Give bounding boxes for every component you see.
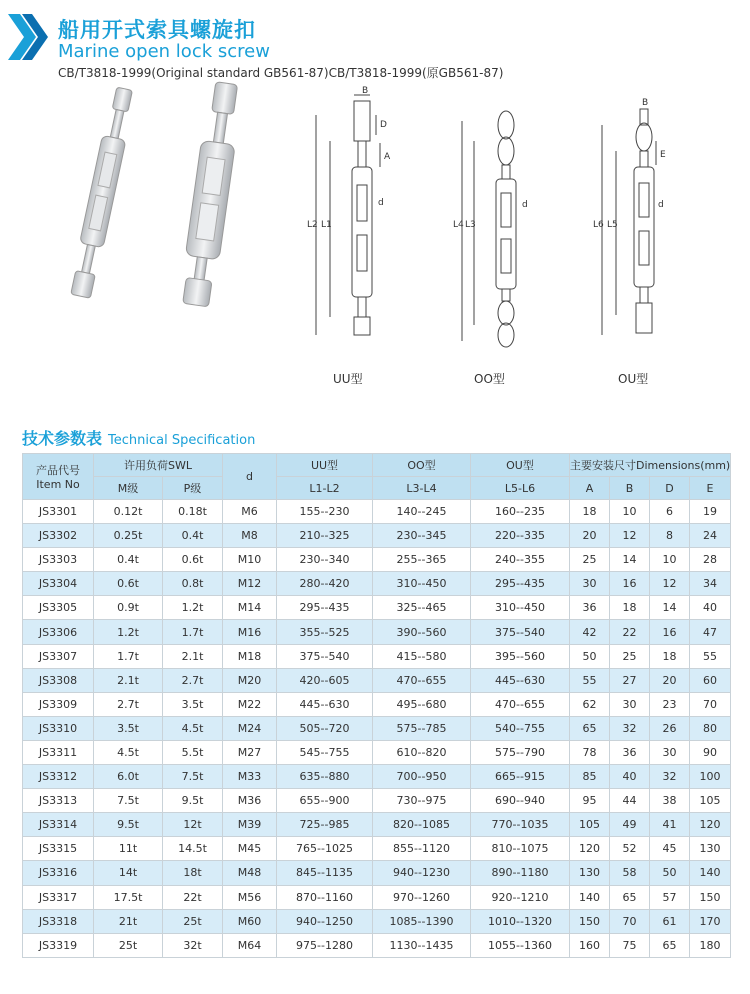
cell-l3-l4: 325--465 — [373, 596, 471, 620]
cell-dim-a: 20 — [570, 524, 610, 548]
header-swl: 许用负荷SWL — [94, 454, 223, 477]
cell-item-no: JS3303 — [23, 548, 94, 572]
cell-d: M56 — [223, 885, 277, 909]
cell-swl-p: 25t — [163, 909, 223, 933]
table-row — [23, 813, 731, 837]
cell-l3-l4: 390--560 — [373, 620, 471, 644]
cell-dim-d: 57 — [650, 885, 690, 909]
cell-dim-e: 120 — [690, 813, 731, 837]
cell-item-no: JS3308 — [23, 668, 94, 692]
cell-swl-p: 12t — [163, 813, 223, 837]
table-row — [23, 885, 731, 909]
cell-dim-e: 100 — [690, 765, 731, 789]
table-row — [23, 861, 731, 885]
page-title-en: Marine open lock screw — [58, 41, 270, 62]
cell-dim-a: 65 — [570, 716, 610, 740]
cell-d: M39 — [223, 813, 277, 837]
cell-swl-p: 7.5t — [163, 765, 223, 789]
cell-l5-l6: 890--1180 — [471, 861, 570, 885]
cell-dim-a: 85 — [570, 765, 610, 789]
cell-item-no: JS3316 — [23, 861, 94, 885]
cell-dim-e: 105 — [690, 789, 731, 813]
cell-dim-d: 6 — [650, 500, 690, 524]
cell-dim-d: 18 — [650, 644, 690, 668]
spec-table-body — [23, 500, 731, 958]
header-dd: D — [650, 477, 690, 500]
cell-dim-a: 36 — [570, 596, 610, 620]
table-row — [23, 596, 731, 620]
cell-item-no: JS3314 — [23, 813, 94, 837]
cell-l5-l6: 770--1035 — [471, 813, 570, 837]
header-b: B — [610, 477, 650, 500]
header-l34: L3-L4 — [373, 477, 471, 500]
cell-d: M33 — [223, 765, 277, 789]
cell-dim-b: 49 — [610, 813, 650, 837]
cell-dim-e: 19 — [690, 500, 731, 524]
cell-l3-l4: 140--245 — [373, 500, 471, 524]
cell-swl-p: 2.1t — [163, 644, 223, 668]
cell-dim-d: 30 — [650, 740, 690, 764]
cell-l5-l6: 295--435 — [471, 572, 570, 596]
table-row — [23, 716, 731, 740]
cell-dim-d: 41 — [650, 813, 690, 837]
dim-oo-l4: L4 — [453, 220, 464, 230]
cell-dim-a: 30 — [570, 572, 610, 596]
spec-table — [22, 453, 731, 958]
cell-l3-l4: 970--1260 — [373, 885, 471, 909]
header-item-en: Item No — [36, 478, 80, 491]
cell-l1-l2: 870--1160 — [277, 885, 373, 909]
cell-l5-l6: 810--1075 — [471, 837, 570, 861]
cell-dim-b: 65 — [610, 885, 650, 909]
cell-dim-b: 75 — [610, 933, 650, 957]
dim-uu-l1: L1 — [321, 220, 332, 230]
cell-d: M60 — [223, 909, 277, 933]
technical-diagrams — [290, 85, 690, 355]
cell-dim-a: 150 — [570, 909, 610, 933]
cell-swl-m: 25t — [94, 933, 163, 957]
cell-l1-l2: 845--1135 — [277, 861, 373, 885]
cell-swl-m: 7.5t — [94, 789, 163, 813]
header-item-cn: 产品代号 — [36, 464, 80, 477]
cell-dim-a: 78 — [570, 740, 610, 764]
cell-l5-l6: 220--335 — [471, 524, 570, 548]
cell-dim-a: 25 — [570, 548, 610, 572]
cell-dim-a: 160 — [570, 933, 610, 957]
spec-title-cn: 技术参数表 — [22, 429, 103, 448]
cell-d: M27 — [223, 740, 277, 764]
cell-l3-l4: 610--820 — [373, 740, 471, 764]
cell-item-no: JS3318 — [23, 909, 94, 933]
cell-dim-d: 8 — [650, 524, 690, 548]
cell-l5-l6: 240--355 — [471, 548, 570, 572]
cell-dim-e: 55 — [690, 644, 731, 668]
cell-d: M12 — [223, 572, 277, 596]
header-m: M级 — [94, 477, 163, 500]
cell-dim-d: 61 — [650, 909, 690, 933]
cell-dim-a: 105 — [570, 813, 610, 837]
table-row — [23, 837, 731, 861]
cell-swl-m: 17.5t — [94, 885, 163, 909]
cell-dim-b: 12 — [610, 524, 650, 548]
cell-dim-a: 140 — [570, 885, 610, 909]
cell-dim-b: 52 — [610, 837, 650, 861]
cell-swl-m: 2.1t — [94, 668, 163, 692]
dim-uu-d: d — [378, 198, 384, 208]
table-row — [23, 789, 731, 813]
cell-swl-p: 1.2t — [163, 596, 223, 620]
dim-ou-l5: L5 — [607, 220, 618, 230]
cell-d: M24 — [223, 716, 277, 740]
cell-l1-l2: 375--540 — [277, 644, 373, 668]
cell-l3-l4: 855--1120 — [373, 837, 471, 861]
table-row — [23, 692, 731, 716]
header-a: A — [570, 477, 610, 500]
cell-l1-l2: 940--1250 — [277, 909, 373, 933]
cell-l3-l4: 700--950 — [373, 765, 471, 789]
cell-swl-m: 0.9t — [94, 596, 163, 620]
cell-swl-p: 14.5t — [163, 837, 223, 861]
spec-title-en: Technical Specification — [108, 433, 256, 448]
cell-swl-m: 9.5t — [94, 813, 163, 837]
dim-uu-a: A — [384, 152, 391, 162]
diagram-uu — [316, 95, 380, 335]
cell-dim-b: 27 — [610, 668, 650, 692]
cell-dim-e: 28 — [690, 548, 731, 572]
cell-l5-l6: 1010--1320 — [471, 909, 570, 933]
cell-dim-d: 50 — [650, 861, 690, 885]
cell-dim-e: 70 — [690, 692, 731, 716]
cell-l3-l4: 230--345 — [373, 524, 471, 548]
dim-ou-b: B — [642, 98, 649, 108]
cell-dim-b: 14 — [610, 548, 650, 572]
cell-dim-b: 36 — [610, 740, 650, 764]
cell-dim-e: 170 — [690, 909, 731, 933]
cell-l1-l2: 280--420 — [277, 572, 373, 596]
cell-d: M16 — [223, 620, 277, 644]
dim-oo-l3: L3 — [465, 220, 476, 230]
cell-l5-l6: 540--755 — [471, 716, 570, 740]
cell-l5-l6: 665--915 — [471, 765, 570, 789]
header-p: P级 — [163, 477, 223, 500]
cell-swl-p: 0.6t — [163, 548, 223, 572]
cell-item-no: JS3319 — [23, 933, 94, 957]
standard-text: CB/T3818-1999(Original standard GB561-87)CB/T3818-1999(原GB561-87) — [58, 66, 504, 80]
table-row — [23, 909, 731, 933]
cell-l5-l6: 690--940 — [471, 789, 570, 813]
cell-dim-d: 10 — [650, 548, 690, 572]
cell-swl-p: 9.5t — [163, 789, 223, 813]
cell-dim-b: 70 — [610, 909, 650, 933]
cell-l3-l4: 1085--1390 — [373, 909, 471, 933]
cell-dim-a: 130 — [570, 861, 610, 885]
cell-dim-d: 14 — [650, 596, 690, 620]
cell-swl-m: 1.7t — [94, 644, 163, 668]
cell-item-no: JS3306 — [23, 620, 94, 644]
cell-dim-b: 16 — [610, 572, 650, 596]
cell-swl-m: 14t — [94, 861, 163, 885]
dim-uu-l2: L2 — [307, 220, 318, 230]
page-title-cn: 船用开式索具螺旋扣 — [58, 18, 256, 42]
cell-item-no: JS3309 — [23, 692, 94, 716]
cell-l1-l2: 655--900 — [277, 789, 373, 813]
cell-l1-l2: 505--720 — [277, 716, 373, 740]
cell-swl-p: 5.5t — [163, 740, 223, 764]
cell-d: M18 — [223, 644, 277, 668]
cell-l3-l4: 415--580 — [373, 644, 471, 668]
cell-swl-p: 18t — [163, 861, 223, 885]
cell-swl-m: 21t — [94, 909, 163, 933]
chevron-logo-icon — [8, 14, 48, 60]
cell-dim-a: 42 — [570, 620, 610, 644]
cell-swl-p: 0.8t — [163, 572, 223, 596]
cell-swl-p: 0.18t — [163, 500, 223, 524]
cell-swl-p: 22t — [163, 885, 223, 909]
cell-item-no: JS3310 — [23, 716, 94, 740]
cell-item-no: JS3313 — [23, 789, 94, 813]
cell-swl-m: 0.25t — [94, 524, 163, 548]
cell-d: M22 — [223, 692, 277, 716]
diagram-label-oo: OO型 — [474, 372, 505, 386]
cell-swl-m: 0.4t — [94, 548, 163, 572]
cell-item-no: JS3302 — [23, 524, 94, 548]
cell-d: M64 — [223, 933, 277, 957]
cell-swl-m: 3.5t — [94, 716, 163, 740]
cell-l1-l2: 635--880 — [277, 765, 373, 789]
cell-l5-l6: 160--235 — [471, 500, 570, 524]
table-row — [23, 548, 731, 572]
cell-l3-l4: 495--680 — [373, 692, 471, 716]
cell-l3-l4: 820--1085 — [373, 813, 471, 837]
cell-item-no: JS3305 — [23, 596, 94, 620]
cell-item-no: JS3315 — [23, 837, 94, 861]
cell-swl-p: 32t — [163, 933, 223, 957]
cell-swl-m: 0.12t — [94, 500, 163, 524]
cell-l5-l6: 470--655 — [471, 692, 570, 716]
table-row — [23, 572, 731, 596]
cell-d: M36 — [223, 789, 277, 813]
cell-dim-d: 16 — [650, 620, 690, 644]
cell-dim-a: 18 — [570, 500, 610, 524]
cell-dim-a: 120 — [570, 837, 610, 861]
cell-d: M8 — [223, 524, 277, 548]
table-row — [23, 668, 731, 692]
cell-dim-d: 32 — [650, 765, 690, 789]
header-l12: L1-L2 — [277, 477, 373, 500]
cell-l1-l2: 210--325 — [277, 524, 373, 548]
cell-l1-l2: 445--630 — [277, 692, 373, 716]
cell-dim-d: 12 — [650, 572, 690, 596]
cell-l1-l2: 420--605 — [277, 668, 373, 692]
table-row — [23, 500, 731, 524]
header-d: d — [223, 454, 277, 500]
cell-l3-l4: 255--365 — [373, 548, 471, 572]
cell-d: M14 — [223, 596, 277, 620]
cell-l1-l2: 355--525 — [277, 620, 373, 644]
cell-l1-l2: 545--755 — [277, 740, 373, 764]
header-oo: OO型 — [373, 454, 471, 477]
cell-l5-l6: 375--540 — [471, 620, 570, 644]
cell-l1-l2: 765--1025 — [277, 837, 373, 861]
cell-dim-b: 40 — [610, 765, 650, 789]
table-row — [23, 644, 731, 668]
cell-d: M45 — [223, 837, 277, 861]
cell-l1-l2: 230--340 — [277, 548, 373, 572]
cell-dim-e: 150 — [690, 885, 731, 909]
cell-dim-e: 80 — [690, 716, 731, 740]
cell-dim-b: 44 — [610, 789, 650, 813]
cell-l5-l6: 395--560 — [471, 644, 570, 668]
cell-dim-a: 62 — [570, 692, 610, 716]
cell-dim-d: 26 — [650, 716, 690, 740]
header — [0, 0, 750, 80]
cell-dim-d: 65 — [650, 933, 690, 957]
cell-dim-b: 22 — [610, 620, 650, 644]
cell-dim-b: 58 — [610, 861, 650, 885]
dim-ou-d: d — [658, 200, 664, 210]
cell-l3-l4: 940--1230 — [373, 861, 471, 885]
cell-l3-l4: 1130--1435 — [373, 933, 471, 957]
table-row — [23, 933, 731, 957]
header-ou: OU型 — [471, 454, 570, 477]
cell-d: M6 — [223, 500, 277, 524]
cell-dim-b: 25 — [610, 644, 650, 668]
diagram-label-ou: OU型 — [618, 372, 649, 386]
cell-swl-p: 1.7t — [163, 620, 223, 644]
cell-d: M20 — [223, 668, 277, 692]
cell-dim-d: 23 — [650, 692, 690, 716]
cell-dim-e: 130 — [690, 837, 731, 861]
cell-l1-l2: 295--435 — [277, 596, 373, 620]
cell-item-no: JS3304 — [23, 572, 94, 596]
header-dims: 主要安装尺寸Dimensions(mm) — [570, 454, 731, 477]
table-row — [23, 620, 731, 644]
cell-item-no: JS3311 — [23, 740, 94, 764]
cell-dim-e: 34 — [690, 572, 731, 596]
cell-dim-e: 40 — [690, 596, 731, 620]
table-row — [23, 740, 731, 764]
cell-swl-m: 2.7t — [94, 692, 163, 716]
cell-l5-l6: 920--1210 — [471, 885, 570, 909]
cell-swl-p: 2.7t — [163, 668, 223, 692]
header-uu: UU型 — [277, 454, 373, 477]
header-e: E — [690, 477, 731, 500]
turnbuckle-photo-large — [179, 81, 244, 308]
cell-dim-e: 140 — [690, 861, 731, 885]
cell-swl-p: 3.5t — [163, 692, 223, 716]
header-l56: L5-L6 — [471, 477, 570, 500]
cell-l1-l2: 975--1280 — [277, 933, 373, 957]
cell-swl-m: 1.2t — [94, 620, 163, 644]
cell-l3-l4: 575--785 — [373, 716, 471, 740]
cell-l5-l6: 310--450 — [471, 596, 570, 620]
table-row — [23, 524, 731, 548]
cell-dim-b: 18 — [610, 596, 650, 620]
cell-swl-p: 4.5t — [163, 716, 223, 740]
cell-swl-p: 0.4t — [163, 524, 223, 548]
cell-item-no: JS3307 — [23, 644, 94, 668]
dim-uu-b: B — [362, 86, 369, 96]
dim-ou-e: E — [660, 150, 666, 160]
cell-l3-l4: 310--450 — [373, 572, 471, 596]
cell-l5-l6: 575--790 — [471, 740, 570, 764]
cell-swl-m: 4.5t — [94, 740, 163, 764]
cell-dim-e: 180 — [690, 933, 731, 957]
header-item — [23, 454, 94, 500]
dim-uu-d-cap: D — [380, 120, 387, 130]
cell-dim-a: 55 — [570, 668, 610, 692]
dim-ou-l6: L6 — [593, 220, 604, 230]
diagram-label-uu: UU型 — [333, 372, 363, 386]
cell-item-no: JS3317 — [23, 885, 94, 909]
cell-dim-a: 95 — [570, 789, 610, 813]
dim-oo-d: d — [522, 200, 528, 210]
cell-dim-b: 10 — [610, 500, 650, 524]
cell-dim-b: 32 — [610, 716, 650, 740]
cell-l3-l4: 730--975 — [373, 789, 471, 813]
cell-dim-d: 20 — [650, 668, 690, 692]
cell-dim-e: 24 — [690, 524, 731, 548]
cell-dim-d: 45 — [650, 837, 690, 861]
cell-item-no: JS3301 — [23, 500, 94, 524]
cell-d: M10 — [223, 548, 277, 572]
cell-l1-l2: 725--985 — [277, 813, 373, 837]
cell-swl-m: 11t — [94, 837, 163, 861]
cell-dim-e: 47 — [690, 620, 731, 644]
cell-dim-b: 30 — [610, 692, 650, 716]
cell-l1-l2: 155--230 — [277, 500, 373, 524]
cell-dim-e: 60 — [690, 668, 731, 692]
cell-dim-a: 50 — [570, 644, 610, 668]
turnbuckle-photo-small — [69, 86, 137, 298]
spec-title — [22, 426, 255, 449]
cell-item-no: JS3312 — [23, 765, 94, 789]
cell-l5-l6: 445--630 — [471, 668, 570, 692]
cell-dim-e: 90 — [690, 740, 731, 764]
cell-dim-d: 38 — [650, 789, 690, 813]
cell-l3-l4: 470--655 — [373, 668, 471, 692]
cell-d: M48 — [223, 861, 277, 885]
cell-swl-m: 0.6t — [94, 572, 163, 596]
product-photos — [40, 80, 280, 310]
cell-swl-m: 6.0t — [94, 765, 163, 789]
cell-l5-l6: 1055--1360 — [471, 933, 570, 957]
table-row — [23, 765, 731, 789]
